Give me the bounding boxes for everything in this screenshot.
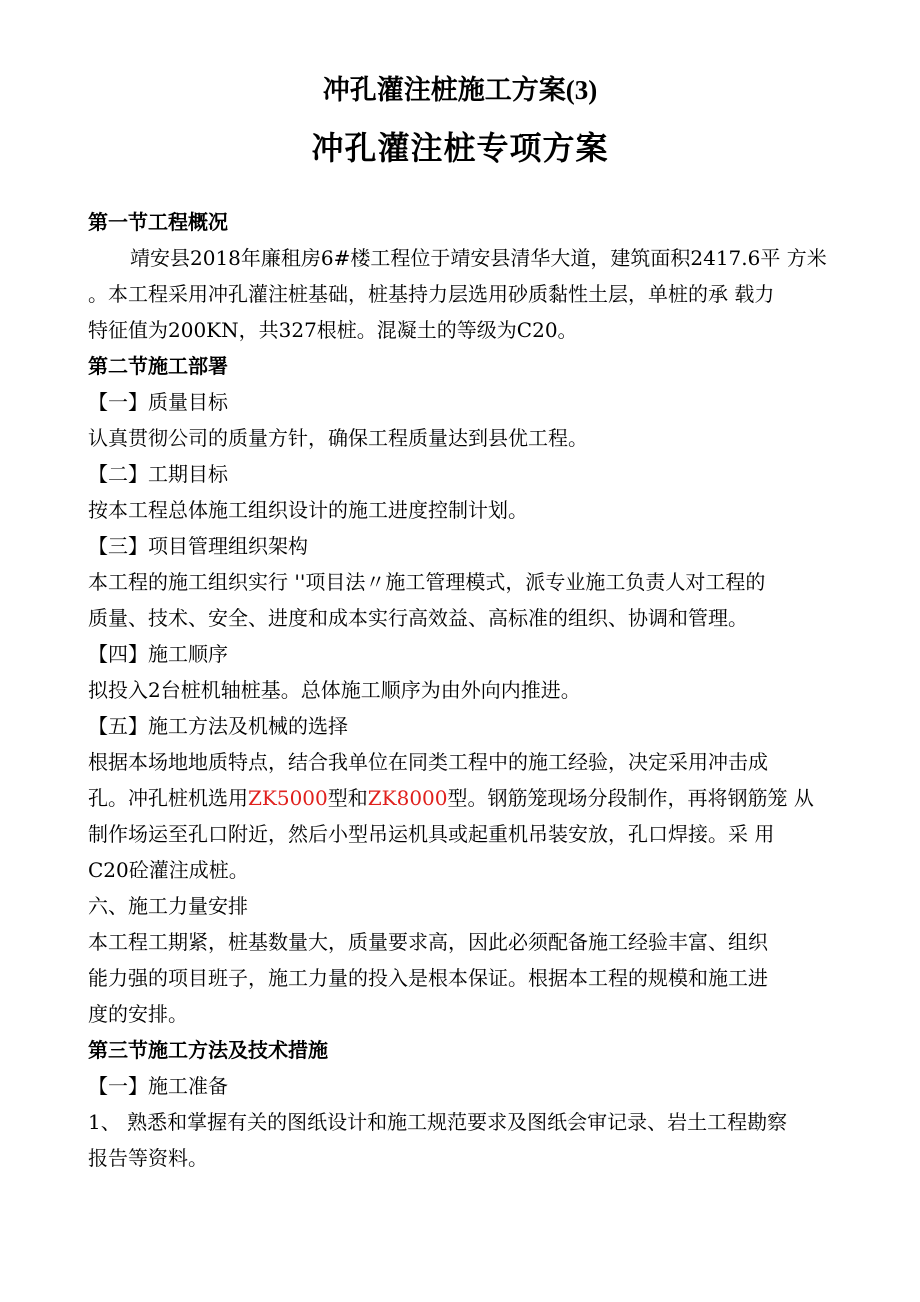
machine-model-zk5000: ZK5000: [248, 786, 328, 810]
document-subtitle: 冲孔灌注桩专项方案: [311, 129, 609, 167]
paragraph-line: 认真贯彻公司的质量方针，确保工程质量达到县优工程。: [88, 426, 588, 450]
section-heading-1: 第一节工程概况: [88, 210, 228, 234]
paragraph-line: 拟投入2台桩机轴桩基。总体施工顺序为由外向内推进。: [88, 678, 581, 702]
section-heading-3: 第三节施工方法及技术措施: [88, 1038, 328, 1062]
paragraph-line: 特征值为200KN，共327根桩。混凝土的等级为C20。: [88, 318, 578, 342]
paragraph-line: 。本工程采用冲孔灌注桩基础，桩基持力层选用砂质黏性土层，单桩的承 载力: [88, 282, 775, 306]
subsection-heading: 【三】项目管理组织架构: [88, 534, 308, 558]
machine-model-zk8000: ZK8000: [367, 786, 448, 810]
paragraph-line: 本工程工期紧，桩基数量大，质量要求高，因此必须配备施工经验丰富、组织: [88, 930, 768, 954]
document-title: 冲孔灌注桩施工方案(3): [322, 75, 598, 105]
subsection-heading: 【五】施工方法及机械的选择: [88, 714, 348, 738]
paragraph-line: 靖安县2018年廉租房6#楼工程位于靖安县清华大道，建筑面积2417.6平 方米: [130, 246, 827, 270]
paragraph-line: 能力强的项目班子，施工力量的投入是根本保证。根据本工程的规模和施工进: [88, 966, 768, 990]
paragraph-line: 1、 熟悉和掌握有关的图纸设计和施工规范要求及图纸会审记录、岩土工程勘察: [88, 1110, 788, 1134]
paragraph-line: 报告等资料。: [88, 1146, 208, 1170]
paragraph-line: 本工程的施工组织实行 ''项目法〃施工管理模式，派专业施工负责人对工程的: [88, 570, 766, 594]
subsection-heading: 【一】施工准备: [88, 1074, 228, 1098]
section-heading-2: 第二节施工部署: [88, 354, 228, 378]
subsection-heading: 【一】质量目标: [88, 390, 228, 414]
text-segment: 孔。冲孔桩机选用: [88, 786, 248, 810]
paragraph-line: 按本工程总体施工组织设计的施工进度控制计划。: [88, 498, 528, 522]
paragraph-line: 质量、技术、安全、进度和成本实行高效益、高标准的组织、协调和管理。: [88, 606, 748, 630]
paragraph-line: 度的安排。: [88, 1002, 188, 1026]
subsection-heading: 【四】施工顺序: [88, 642, 228, 666]
paragraph-line: C20砼灌注成桩。: [88, 858, 249, 882]
paragraph-line-with-models: [88, 784, 814, 812]
subsection-heading: 【二】工期目标: [88, 462, 228, 486]
paragraph-line: 根据本场地地质特点，结合我单位在同类工程中的施工经验，决定采用冲击成: [88, 750, 768, 774]
subsection-heading: 六、施工力量安排: [88, 894, 248, 918]
text-segment: 型。钢筋笼现场分段制作，再将钢筋笼 从: [447, 786, 814, 810]
text-segment: 型和: [327, 786, 368, 810]
paragraph-line: 制作场运至孔口附近，然后小型吊运机具或起重机吊装安放，孔口焊接。采 用: [88, 822, 775, 846]
